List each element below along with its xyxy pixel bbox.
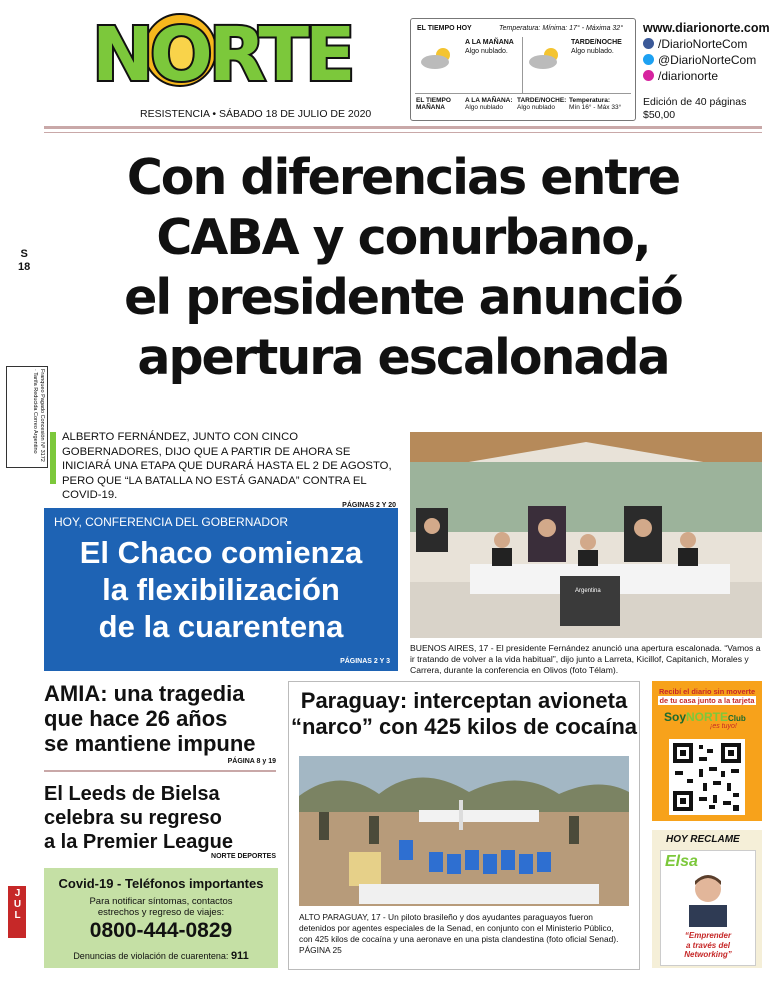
facebook-icon	[643, 38, 654, 49]
facebook-link[interactable]: /DiarioNorteCom	[643, 36, 770, 52]
sun-cloud-icon	[419, 47, 455, 69]
norte-logo[interactable]	[88, 6, 368, 98]
instagram-icon	[643, 70, 654, 81]
covid-report: Denuncias de violación de cuarentena: 911	[73, 950, 249, 962]
logo-graphic	[88, 6, 368, 98]
divider	[44, 126, 762, 129]
main-headline[interactable]: Con diferencias entre CABA y conurbano, el presidente anunció apertura escalonada	[124, 149, 682, 386]
lead-text: ALBERTO FERNÁNDEZ, JUNTO CON CINCO GOBERNADORES, DIJO QUE A PARTIR DE AHORA SE INICIARÁ UNA ETAPA QUE DURARÁ HASTA EL 2 DE AGOSTO, PERO QUE “LA BATALLA NO ESTÁ GANADA” CONTRA EL COVID-19.	[62, 431, 392, 501]
website-link[interactable]: www.diarionorte.com	[643, 21, 770, 35]
sun-cloud-icon	[527, 47, 563, 69]
elsa-magazine-cover: Elsa “Emprender a través del Networking”	[660, 850, 756, 966]
price: $50,00	[643, 109, 676, 121]
weather-temps: Temperatura: Mínima: 17° - Máxima 32°	[499, 25, 623, 32]
podium-sign: Argentina	[575, 588, 601, 594]
covid-instructions: Para notificar síntomas, contactos estrechos y regreso de viajes:	[89, 896, 233, 918]
chaco-headline: El Chaco comienza la flexibilización de la cuarentena	[79, 535, 363, 644]
qr-code[interactable]	[669, 739, 745, 815]
month-tab: JUL	[8, 886, 26, 938]
chaco-kicker: HOY, CONFERENCIA DEL GOBERNADOR	[54, 515, 289, 529]
day-indicator: S 18	[18, 248, 31, 273]
conference-photo[interactable]	[410, 432, 762, 638]
weather-title: EL TIEMPO HOY	[417, 25, 472, 32]
tomorrow-night: TARDE/NOCHE: Algo nublado	[517, 97, 567, 111]
amia-pages: PÁGINA 8 y 19	[227, 758, 276, 765]
accent-bar	[50, 432, 56, 484]
soy-norte-club-ad[interactable]	[652, 681, 762, 821]
photo-caption: BUENOS AIRES, 17 - El presidente Fernández anunció una apertura escalonada. “Vamos a ir tratando de volver a la vida habitual”, dijo junto a Larreta, Kicillof, Capitanich, Morales y Carrera, durante la conferencia en Olivos (foto Télam).	[410, 643, 761, 675]
weather-morning-label: A LA MAÑANA	[465, 39, 514, 46]
edition-pages: Edición de 40 páginas	[643, 96, 747, 108]
paraguay-headline: Paraguay: interceptan avioneta “narco” con 425 kilos de cocaína	[290, 688, 638, 739]
franqueo-stamp: Franqueo Pagado Concesión Nº 3172 · Tarifa Reducida Correo Argentino	[6, 366, 48, 468]
paraguay-caption: ALTO PARAGUAY, 17 - Un piloto brasileño y dos ayudantes paraguayos fueron detenidos por agentes especiales de la Senad, en conjunto con el Ministerio Público, con 425 kilos de cocaína y una aeronave en una pista clandestina (foto oficial Senad). PÁGINA 25	[299, 912, 619, 955]
covid-title: Covid-19 - Teléfonos importantes	[58, 876, 264, 891]
covid-phones-box	[44, 868, 278, 968]
divider	[44, 770, 276, 772]
weather-tomorrow-title: EL TIEMPO MAÑANA	[416, 97, 451, 111]
twitter-icon	[643, 54, 654, 65]
reclame-title: HOY RECLAME	[666, 834, 740, 845]
club-tagline: ¡es tuyo!	[710, 723, 737, 730]
leeds-headline[interactable]: El Leeds de Bielsa celebra su regreso a la Premier League	[44, 783, 233, 853]
social-links	[643, 20, 770, 84]
weather-morning-desc: Algo nublado.	[465, 48, 508, 55]
dateline: RESISTENCIA • SÁBADO 18 DE JULIO DE 2020	[140, 108, 372, 120]
weather-box	[410, 18, 636, 121]
club-text: Recibí el diario sin moverte de tu casa junto a la tarjeta	[658, 687, 756, 705]
chaco-story-box[interactable]	[44, 508, 398, 671]
lead-pages: PÁGINAS 2 Y 20	[342, 501, 396, 509]
chaco-pages: PÁGINAS 2 Y 3	[340, 658, 390, 665]
logo-text: NORTE	[92, 12, 352, 98]
amia-headline[interactable]: AMIA: una tragedia que hace 26 años se mantiene impune	[44, 681, 256, 756]
paraguay-story-box[interactable]	[288, 681, 640, 970]
twitter-link[interactable]: @DiarioNorteCom	[643, 52, 770, 68]
tomorrow-temp: Temperatura: Mín 16° - Máx 33°	[569, 97, 622, 111]
lead-story[interactable]	[62, 430, 396, 513]
instagram-link[interactable]: /diarionorte	[643, 68, 770, 84]
club-brand: SoyNORTEClub	[664, 710, 746, 724]
edition-info	[643, 96, 746, 122]
weather-night-desc: Algo nublado.	[571, 48, 614, 55]
seizure-photo[interactable]	[299, 756, 629, 906]
weather-night-label: TARDE/NOCHE	[571, 39, 622, 46]
covid-phone[interactable]: 0800-444-0829	[89, 919, 233, 942]
leeds-section: NORTE DEPORTES	[211, 853, 276, 860]
hoy-reclame-ad[interactable]	[652, 830, 762, 968]
tomorrow-morning: A LA MAÑANA: Algo nublado	[465, 97, 513, 111]
reclame-quote: “Emprender a través del Networking”	[684, 931, 732, 959]
divider	[44, 132, 762, 133]
